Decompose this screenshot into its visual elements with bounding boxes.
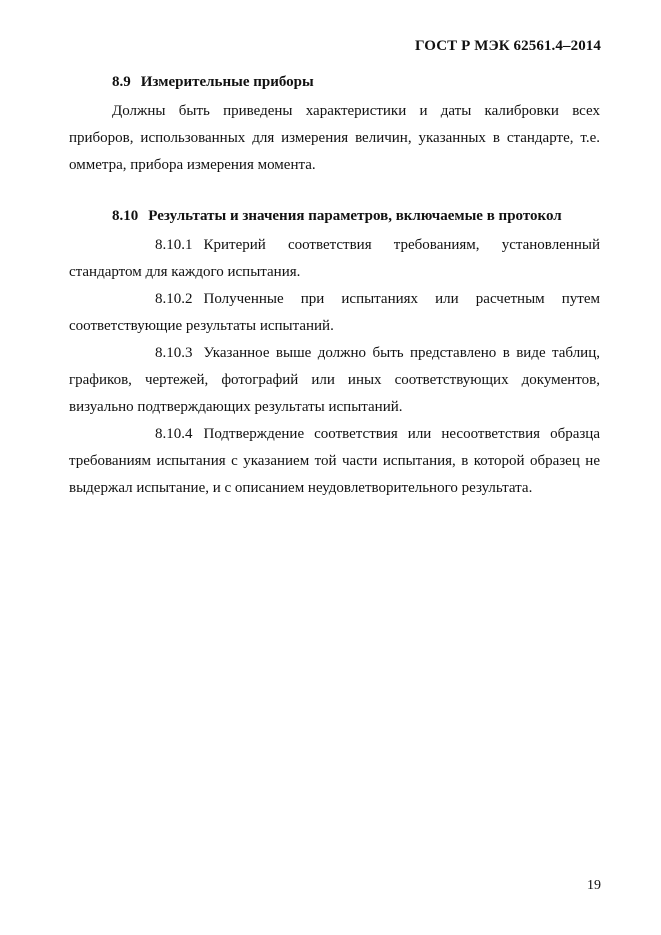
paragraph-8-10-3-number: 8.10.3: [155, 345, 193, 361]
section-8-10-heading: [112, 208, 562, 225]
section-8-10-title: Результаты и значения параметров, включаемые в протокол: [148, 208, 562, 224]
section-8-9-title: Измерительные приборы: [140, 74, 314, 90]
paragraph-8-10-1: [69, 232, 600, 286]
paragraph-8-10-1-text: Критерий соответствия требованиям, установленный стандартом для каждого испытания.: [69, 237, 600, 280]
paragraph-8-10-4-text: Подтверждение соответствия или несоответствия образца требованиям испытания с указанием той части испытания, в которой образец не выдержал испытание, и с описанием неудовлетворительного результата.: [69, 426, 600, 496]
paragraph-8-10-3: [69, 340, 600, 421]
paragraph-8-10-3-text: Указанное выше должно быть представлено в виде таблиц, графиков, чертежей, фотографий или иных соответствующих документов, визуально подтверждающих результаты испытаний.: [69, 345, 600, 415]
page-number: 19: [587, 878, 601, 893]
section-8-9-number: 8.9: [112, 74, 131, 90]
section-8-10-number: 8.10: [112, 208, 139, 224]
paragraph-8-10-2-number: 8.10.2: [155, 291, 193, 307]
paragraph-8-10-2: [69, 286, 600, 340]
section-8-9-paragraph: Должны быть приведены характеристики и даты калибровки всех приборов, использованных для измерения величин, указанных в стандарте, т.е. омметра, прибора измерения момента.: [69, 103, 600, 173]
paragraph-8-10-4-number: 8.10.4: [155, 426, 193, 442]
document-code-header: ГОСТ Р МЭК 62561.4–2014: [414, 38, 601, 54]
section-8-9-heading: [112, 74, 314, 91]
paragraph-8-10-2-text: Полученные при испытаниях или расчетным путем соответствующие результаты испытаний.: [69, 291, 600, 334]
paragraph-8-10-4: [69, 421, 600, 502]
paragraph-8-10-1-number: 8.10.1: [155, 237, 193, 253]
